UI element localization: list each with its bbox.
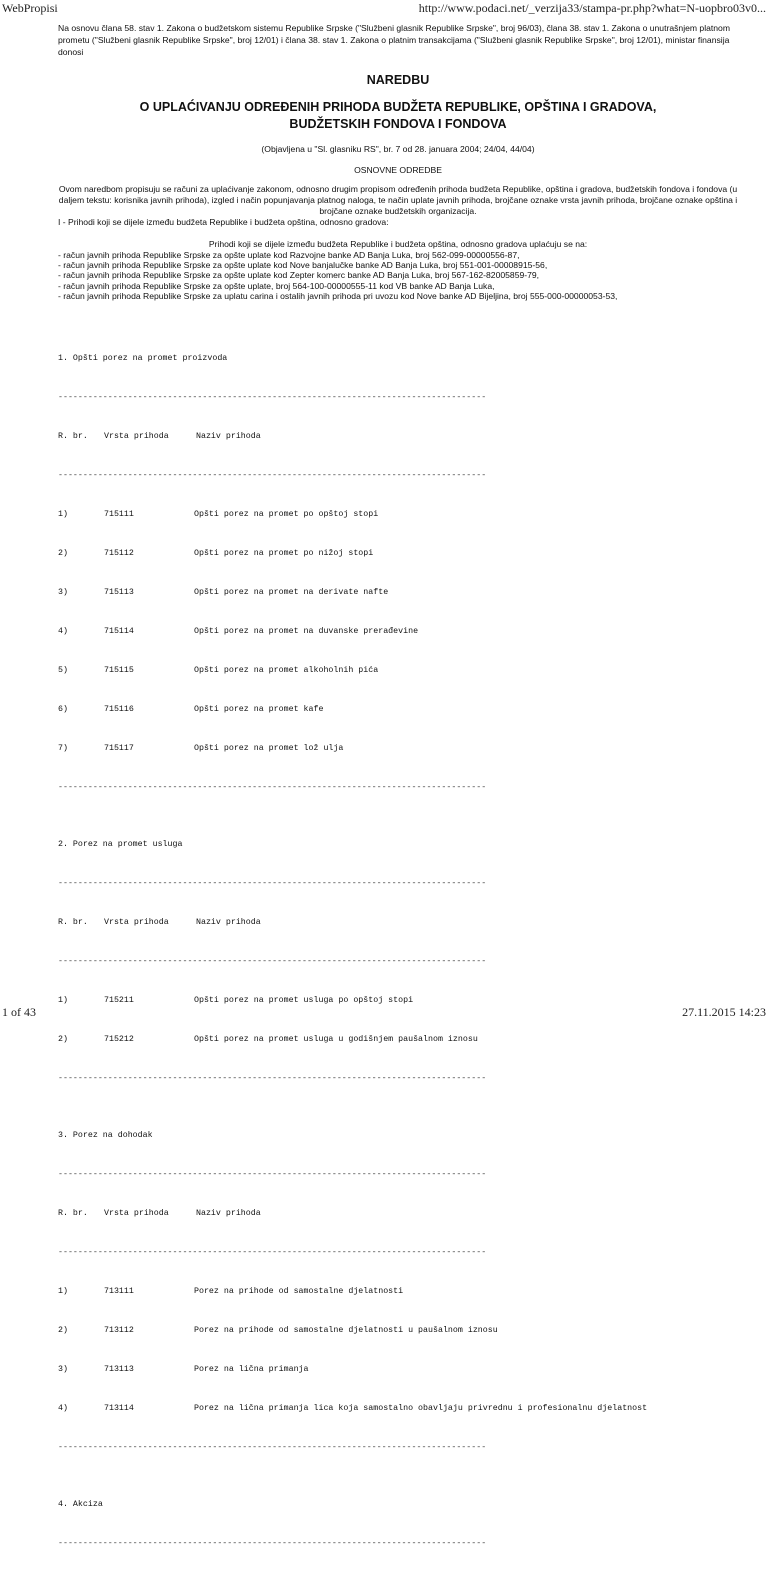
separator: -------------------------------------------------------------------------------------- [58,879,487,889]
separator: -------------------------------------------------------------------------------------- [58,1443,487,1453]
row-code: 715211 [104,996,134,1006]
row-no: 7) [58,744,68,754]
row-no: 2) [58,1326,68,1336]
row-code: 715112 [104,549,134,559]
table-row [58,1029,738,1050]
table-row [58,1320,738,1341]
section-heading: OSNOVNE ODREDBE [354,165,442,175]
row-code: 715113 [104,588,134,598]
row-name: Porez na prihode od samostalne djelatnosti [194,1287,404,1297]
row-no: 3) [58,1365,68,1375]
separator: -------------------------------------------------------------------------------------- [58,393,487,403]
col-name-header: Naziv prihoda [196,1209,261,1219]
row-name: Porez na lična primanja lica koja samostalno obavljaju privrednu i profesionalnu djelatnost [194,1404,648,1414]
col-name-header: Naziv prihoda [196,432,261,442]
document-body [58,22,738,1572]
row-code: 713114 [104,1404,134,1414]
row-code: 713111 [104,1287,134,1297]
preamble: Na osnovu člana 58. stav 1. Zakona o budžetskom sistemu Republike Srpske ("Službeni glasnik Republike Srpske", broj 96/03), člana 38. stav 1. Zakona o unutrašnjem platnom prometu ("Službeni glasnik Republike Srpske", broj 12/01) i člana 38. stav 1. Zakona o platnim transakcijama ("Službeni glasnik Republike Srpske", broj 12/01), ministar finansija donosi [58,23,730,57]
table-row [58,1398,738,1419]
row-no: 1) [58,996,68,1006]
section-title: 3. Porez na dohodak [58,1131,153,1141]
row-no: 4) [58,627,68,637]
separator: -------------------------------------------------------------------------------------- [58,1074,487,1084]
row-no: 2) [58,1035,68,1045]
accounts-heading: Prihodi koji se dijele između budžeta Republike i budžeta opština, odnosno gradova uplaćuju se na: [208,239,588,249]
section-title: 4. Akciza [58,1500,103,1510]
row-no: 2) [58,549,68,559]
row-name: Opšti porez na promet po nižoj stopi [194,549,374,559]
row-code: 715212 [104,1035,134,1045]
table-header [58,912,738,933]
row-name: Opšti porez na promet lož ulja [194,744,344,754]
table-row [58,1359,738,1380]
revenue-tables [58,321,738,1572]
row-no: 5) [58,666,68,676]
row-name: Porez na lična primanja [194,1365,309,1375]
row-code: 713112 [104,1326,134,1336]
col-name-header: Naziv prihoda [196,918,261,928]
row-name: Opšti porez na promet na derivate nafte [194,588,389,598]
table-row [58,738,738,759]
col-no-header: R. br. [58,1209,88,1219]
row-name: Opšti porez na promet alkoholnih pića [194,666,379,676]
part-heading: I - Prihodi koji se dijele između budžeta Republike i budžeta opština, odnosno gradova: [58,217,389,227]
row-no: 1) [58,1287,68,1297]
subtitle-line-2: BUDŽETSKIH FONDOVA I FONDOVA [289,117,507,131]
document-title: NAREDBU [366,73,430,87]
accounts-list [58,250,738,301]
separator: -------------------------------------------------------------------------------------- [58,957,487,967]
separator: -------------------------------------------------------------------------------------- [58,783,487,793]
intro-paragraph: Ovom naredbom propisuju se računi za uplaćivanje zakonom, odnosno drugim propisom određenih prihoda budžeta Republike, opština i gradova, budžetskih fondova i fondova (u daljem tekstu: korisnika javnih prihoda), izgled i način popunjavanja platnog naloga, te način uplate javnih prihoda, brojčane oznake vrsta javnih prihoda, brojčane oznake opština i brojčane oznake budžetskih organizacija. [58,184,738,216]
col-no-header: R. br. [58,432,88,442]
print-datetime: 27.11.2015 14:23 [682,1005,766,1019]
subtitle-line-1: O UPLAĆIVANJU ODREĐENIH PRIHODA BUDŽETA REPUBLIKE, OPŠTINA I GRADOVA, [139,100,657,114]
col-type-header: Vrsta prihoda [104,918,169,928]
row-name: Opšti porez na promet po opštoj stopi [194,510,379,520]
table-header [58,426,738,447]
account-item: - račun javnih prihoda Republike Srpske za opšte uplate kod Razvojne banke AD Banja Luka, broj 562-099-00000556-87, [58,250,520,260]
table-row [58,1281,738,1302]
row-no: 6) [58,705,68,715]
separator: -------------------------------------------------------------------------------------- [58,1539,487,1549]
table-row [58,660,738,681]
account-item: - račun javnih prihoda Republike Srpske za opšte uplate, broj 564-100-00000555-11 kod VB banke AD Banja Luka, [58,280,495,291]
row-no: 4) [58,1404,68,1414]
section-title: 2. Porez na promet usluga [58,840,183,850]
col-type-header: Vrsta prihoda [104,1209,169,1219]
page-url[interactable]: http://www.podaci.net/_verzija33/stampa-pr.php?what=N-uopbro03v0... [418,1,766,15]
account-item: - račun javnih prihoda Republike Srpske za opšte uplate kod Nove banjalučke banke AD Banja Luka, broj 551-001-00008915-56, [58,260,548,271]
row-name: Opšti porez na promet usluga po opštoj stopi [194,996,414,1006]
row-no: 3) [58,588,68,598]
col-no-header: R. br. [58,918,88,928]
row-code: 715115 [104,666,134,676]
separator: -------------------------------------------------------------------------------------- [58,1248,487,1258]
table-row [58,504,738,525]
document-subtitle [58,99,738,133]
table-row [58,543,738,564]
row-code: 715114 [104,627,134,637]
section-title: 1. Opšti porez na promet proizvoda [58,354,228,364]
row-name: Opšti porez na promet na duvanske prerađevine [194,627,419,637]
row-code: 715116 [104,705,134,715]
row-name: Porez na prihode od samostalne djelatnosti u paušalnom iznosu [194,1326,498,1336]
col-type-header: Vrsta prihoda [104,432,169,442]
separator: -------------------------------------------------------------------------------------- [58,1170,487,1180]
site-name: WebPropisi [2,1,58,15]
table-header [58,1203,738,1224]
print-header [0,1,768,16]
row-code: 713113 [104,1365,134,1375]
table-row [58,621,738,642]
publication-note: (Objavljena u "Sl. glasniku RS", br. 7 od 28. januara 2004; 24/04, 44/04) [261,144,535,154]
table-row [58,582,738,603]
print-footer [0,1005,768,1020]
account-item: - račun javnih prihoda Republike Srpske za opšte uplate kod Zepter komerc banke AD Banja Luka, broj 567-162-82005859-79, [58,270,540,281]
page-counter: 1 of 43 [2,1005,36,1019]
table-row [58,699,738,720]
row-code: 715117 [104,744,134,754]
row-name: Opšti porez na promet kafe [194,705,324,715]
row-no: 1) [58,510,68,520]
row-code: 715111 [104,510,134,520]
account-item: - račun javnih prihoda Republike Srpske za uplatu carina i ostalih javnih prihoda pri uvozu kod Nove banke AD Bijeljina, broj 555-000-00000053-53, [58,290,618,301]
row-name: Opšti porez na promet usluga u godišnjem paušalnom iznosu [194,1035,478,1045]
separator: -------------------------------------------------------------------------------------- [58,471,487,481]
